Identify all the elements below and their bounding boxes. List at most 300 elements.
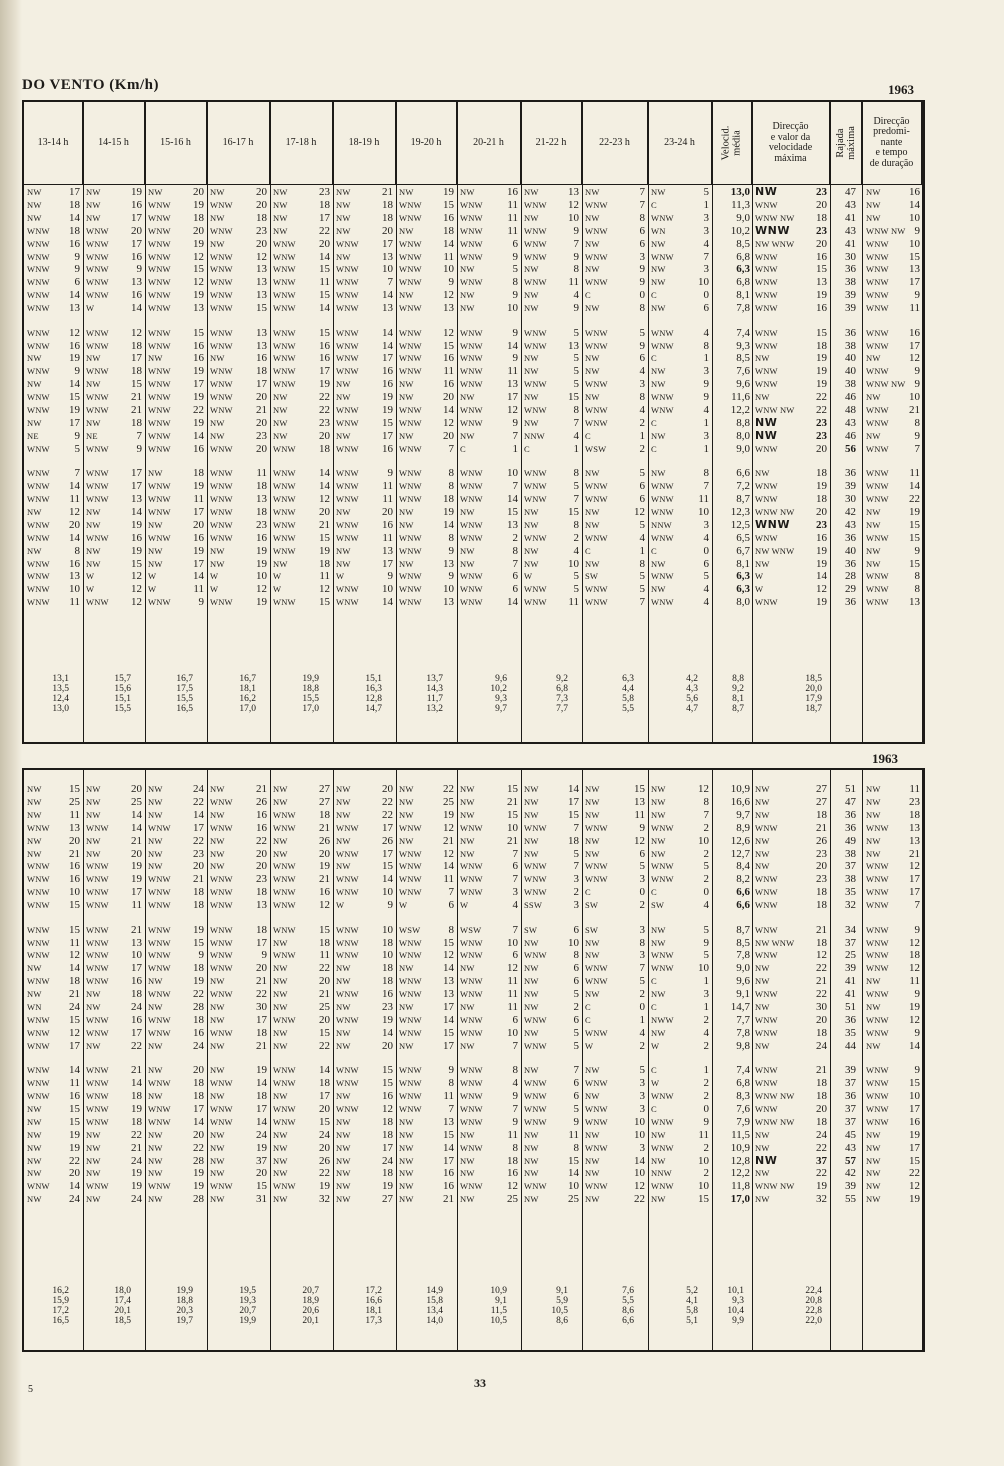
wind-speed: 11 xyxy=(193,583,204,596)
mean-speed: 7,6 xyxy=(736,1102,750,1115)
wind-direction: NW xyxy=(585,1129,600,1140)
wind-speed: 22 xyxy=(382,795,393,808)
wind-direction: NW xyxy=(585,950,600,961)
wind-direction: WNW xyxy=(273,874,296,885)
wind-speed: 7 xyxy=(573,416,579,429)
wind-direction: W xyxy=(86,303,95,314)
wind-speed: 8 xyxy=(573,404,579,416)
max-gust: 41 xyxy=(845,975,856,988)
wind-direction: C xyxy=(651,887,657,898)
wind-direction: NW xyxy=(86,835,101,846)
wind-speed: 16 xyxy=(256,808,267,821)
wind-speed: 13 xyxy=(382,302,393,315)
predominant-duration: 15 xyxy=(909,250,920,263)
average-value: 16,7 xyxy=(176,674,193,684)
wind-direction: NW xyxy=(460,1040,475,1051)
wind-direction: NW xyxy=(273,558,288,569)
max-speed: 30 xyxy=(816,1001,827,1013)
wind-speed: 11 xyxy=(382,493,393,506)
wind-speed: 1 xyxy=(703,416,709,429)
average-value: 20,7 xyxy=(302,1286,319,1296)
wind-direction: WNW xyxy=(148,251,171,262)
wind-direction: NW xyxy=(273,1027,288,1038)
wind-speed: 5 xyxy=(639,1064,645,1077)
table-row xyxy=(24,378,922,390)
mean-speed: 7,6 xyxy=(736,365,750,378)
wind-direction: NW xyxy=(86,809,101,820)
wind-speed: 10 xyxy=(634,1115,645,1128)
wind-speed: 19 xyxy=(69,1141,80,1154)
wind-direction: NNW xyxy=(524,430,545,441)
predominant-duration: 11 xyxy=(909,783,920,795)
wind-speed: 8 xyxy=(703,467,709,480)
max-speed: 16 xyxy=(816,302,827,315)
wind-speed: 15 xyxy=(634,783,645,795)
wind-speed: 21 xyxy=(319,518,330,531)
wind-direction: WNW xyxy=(399,264,422,275)
wind-direction: WNW xyxy=(148,238,171,249)
wind-speed: 21 xyxy=(131,834,142,847)
wind-speed: 12 xyxy=(507,404,518,416)
wind-direction: WNW xyxy=(399,584,422,595)
wind-direction: WNW xyxy=(273,327,296,338)
wind-speed: 14 xyxy=(69,289,80,302)
wind-speed: 13 xyxy=(69,821,80,834)
wind-speed: 20 xyxy=(131,847,142,860)
wind-speed: 8 xyxy=(639,211,645,224)
wind-direction: C xyxy=(651,1103,657,1114)
wind-direction: WNW xyxy=(524,481,547,492)
monthly-average-column xyxy=(708,1286,744,1326)
wind-speed: 6 xyxy=(573,1077,579,1090)
wind-speed: 12 xyxy=(69,949,80,962)
wind-direction: NW xyxy=(27,989,42,1000)
average-value: 8,1 xyxy=(732,694,744,704)
wind-speed: 6 xyxy=(639,847,645,860)
wind-direction: NW xyxy=(585,1065,600,1076)
wind-speed: 37 xyxy=(256,1154,267,1167)
wind-direction: WNW xyxy=(210,327,233,338)
wind-direction: WNW xyxy=(86,822,109,833)
wind-speed: 12 xyxy=(256,583,267,596)
predominant-direction: WNW xyxy=(866,340,889,351)
max-gust: 25 xyxy=(845,949,856,962)
predominant-duration: 12 xyxy=(909,936,920,949)
table-row xyxy=(24,276,922,288)
average-value: 16,5 xyxy=(176,704,193,714)
wind-speed: 9 xyxy=(573,302,579,315)
wind-direction: WNW xyxy=(460,1116,483,1127)
wind-direction: NW xyxy=(524,545,539,556)
wind-direction: WNW xyxy=(524,597,547,608)
wind-speed: 8 xyxy=(639,936,645,949)
wind-direction: NW xyxy=(651,264,666,275)
table-row xyxy=(24,327,922,339)
wind-direction: WNW xyxy=(651,1091,674,1102)
wind-direction: WNW xyxy=(399,571,422,582)
max-gust: 36 xyxy=(845,596,856,609)
wind-direction: WNW xyxy=(336,366,359,377)
wind-direction: NW xyxy=(524,1142,539,1153)
wind-speed: 11 xyxy=(382,480,393,493)
wind-speed: 14 xyxy=(319,250,330,263)
wind-direction: NW xyxy=(210,1091,225,1102)
predominant-duration: 9 xyxy=(914,544,920,557)
wind-direction: NW xyxy=(210,861,225,872)
wind-direction: NW xyxy=(651,558,666,569)
wind-speed: 2 xyxy=(703,821,709,834)
wind-speed: 13 xyxy=(256,493,267,506)
mean-speed: 6,6 xyxy=(736,899,750,912)
wind-direction: WNW xyxy=(460,366,483,377)
wind-direction: WNW xyxy=(273,1065,296,1076)
wind-direction: WNW xyxy=(86,290,109,301)
wind-speed: 3 xyxy=(639,873,645,886)
max-direction: WNW NW xyxy=(755,405,795,415)
wind-speed: 20 xyxy=(319,429,330,442)
wind-speed: 20 xyxy=(256,1167,267,1180)
wind-direction: WNW xyxy=(148,1181,171,1192)
wind-speed: 17 xyxy=(131,962,142,975)
wind-direction: NW xyxy=(524,417,539,428)
wind-direction: WNW xyxy=(585,1181,608,1192)
wind-speed: 11 xyxy=(507,224,518,237)
wind-direction: NW xyxy=(86,784,101,794)
average-value: 20,1 xyxy=(114,1306,131,1316)
wind-speed: 18 xyxy=(69,224,80,237)
predominant-direction: WNW NW xyxy=(866,379,906,390)
predominant-duration: 10 xyxy=(909,1090,920,1103)
wind-speed: 20 xyxy=(256,962,267,975)
wind-speed: 0 xyxy=(703,1102,709,1115)
column-header xyxy=(712,102,752,184)
predominant-duration: 12 xyxy=(909,1013,920,1026)
wind-direction: WNW xyxy=(210,468,233,479)
mean-speed: 6,5 xyxy=(736,531,750,544)
predominant-duration: 15 xyxy=(909,531,920,544)
wind-speed: 21 xyxy=(69,988,80,1001)
wind-speed: 6 xyxy=(512,1013,518,1026)
table-row xyxy=(24,988,922,1000)
max-gust: 41 xyxy=(845,237,856,250)
max-speed: 27 xyxy=(816,783,827,795)
wind-direction: NW xyxy=(651,187,666,197)
wind-direction: WNW xyxy=(86,924,109,935)
predominant-direction: WNW xyxy=(866,937,889,948)
wind-speed: 20 xyxy=(319,505,330,518)
wind-direction: WNW xyxy=(460,212,483,223)
year-top: 1963 xyxy=(888,82,914,97)
wind-direction: W xyxy=(273,584,282,595)
wind-direction: WNW xyxy=(86,340,109,351)
wind-speed: 24 xyxy=(131,1001,142,1013)
wind-direction: WNW xyxy=(336,519,359,530)
wind-speed: 5 xyxy=(703,186,709,198)
average-value: 13,1 xyxy=(52,674,69,684)
wind-speed: 7 xyxy=(512,1039,518,1052)
max-direction: NW xyxy=(755,558,770,569)
wind-direction: WNW xyxy=(148,887,171,898)
wind-direction: NW xyxy=(524,187,539,197)
average-value: 13,4 xyxy=(426,1306,443,1316)
wind-direction: NW xyxy=(148,1002,163,1012)
wind-speed: 12 xyxy=(443,847,454,860)
wind-direction: WNW xyxy=(524,494,547,505)
max-direction: WNW xyxy=(755,264,778,275)
wind-speed: 20 xyxy=(193,186,204,198)
wind-speed: 18 xyxy=(319,557,330,570)
wind-speed: 4 xyxy=(639,365,645,378)
wind-speed: 18 xyxy=(319,198,330,211)
wind-speed: 1 xyxy=(512,442,518,455)
wind-direction: WNW xyxy=(86,264,109,275)
average-value: 6,3 xyxy=(622,674,634,684)
wind-direction: WNW xyxy=(460,1103,483,1114)
wind-speed: 13 xyxy=(69,302,80,315)
max-gust: 39 xyxy=(845,480,856,493)
average-value: 5,6 xyxy=(686,694,698,704)
wind-direction: NW xyxy=(86,545,101,556)
wind-direction: NW xyxy=(399,1194,414,1205)
average-value: 15,1 xyxy=(365,674,382,684)
max-gust: 49 xyxy=(845,834,856,847)
wind-speed: 3 xyxy=(512,886,518,899)
wind-direction: NW xyxy=(273,848,288,859)
average-value: 15,5 xyxy=(176,694,193,704)
predominant-duration: 12 xyxy=(909,1180,920,1193)
wind-speed: 10 xyxy=(634,1167,645,1180)
predominant-direction: WNW xyxy=(866,481,889,492)
wind-speed: 16 xyxy=(319,886,330,899)
predominant-duration: 16 xyxy=(909,1115,920,1128)
wind-speed: 19 xyxy=(382,1180,393,1193)
wind-direction: NW xyxy=(273,405,288,415)
max-speed: 27 xyxy=(816,795,827,808)
average-value: 13,0 xyxy=(52,704,69,714)
max-gust: 41 xyxy=(845,211,856,224)
wind-speed: 13 xyxy=(634,795,645,808)
wind-direction: WNW xyxy=(86,597,109,608)
max-speed: 18 xyxy=(816,467,827,480)
wind-speed: 12 xyxy=(131,326,142,339)
wind-speed: 1 xyxy=(573,442,579,455)
wind-direction: WNW xyxy=(86,874,109,885)
mean-speed: 8,7 xyxy=(736,923,750,936)
wind-speed: 16 xyxy=(382,518,393,531)
mean-speed: 12,3 xyxy=(730,505,750,518)
column-header-label: 16-17 h xyxy=(222,136,254,148)
wind-direction: WNW xyxy=(651,874,674,885)
wind-speed: 6 xyxy=(573,1013,579,1026)
wind-direction: W xyxy=(148,571,157,582)
wind-direction: NW xyxy=(460,1155,475,1166)
wind-speed: 15 xyxy=(382,416,393,429)
predominant-duration: 15 xyxy=(909,518,920,531)
wind-speed: 19 xyxy=(443,186,454,198)
wind-direction: WNW xyxy=(148,963,171,974)
predominant-duration: 9 xyxy=(914,923,920,936)
average-value: 20,1 xyxy=(302,1316,319,1326)
max-speed: 23 xyxy=(816,518,827,531)
wind-direction: WNW xyxy=(651,405,674,415)
wind-direction: NW xyxy=(86,796,101,807)
column-header xyxy=(83,102,145,184)
wind-direction: WNW xyxy=(336,989,359,1000)
wind-speed: 10 xyxy=(443,263,454,276)
wind-direction: WNW xyxy=(524,1040,547,1051)
wind-speed: 9 xyxy=(703,1115,709,1128)
wind-speed: 19 xyxy=(193,198,204,211)
monthly-average-column xyxy=(153,674,193,714)
wind-direction: WNW xyxy=(210,1103,233,1114)
wind-speed: 7 xyxy=(639,198,645,211)
wind-direction: NW xyxy=(336,809,351,820)
wind-speed: 4 xyxy=(573,544,579,557)
wind-direction: NW xyxy=(148,1142,163,1153)
wind-direction: NW xyxy=(336,1142,351,1153)
wind-direction: NW xyxy=(524,989,539,1000)
wind-speed: 3 xyxy=(639,1077,645,1090)
wind-speed: 9 xyxy=(703,391,709,404)
wind-speed: 15 xyxy=(69,783,80,795)
wind-speed: 32 xyxy=(319,1193,330,1206)
max-direction: NW xyxy=(755,963,770,974)
predominant-duration: 18 xyxy=(909,808,920,821)
wind-speed: 2 xyxy=(639,899,645,912)
wind-direction: WNW xyxy=(651,597,674,608)
wind-direction: WNW xyxy=(399,443,422,454)
wind-speed: 5 xyxy=(639,975,645,988)
wind-direction: NW xyxy=(27,199,42,210)
wind-direction: WNW xyxy=(399,874,422,885)
average-value: 20,0 xyxy=(805,684,822,694)
wind-speed: 3 xyxy=(639,923,645,936)
column-header-label: Direcção predomi- nante e tempo de duração xyxy=(869,115,914,169)
wind-direction: WNW xyxy=(27,1014,50,1025)
wind-direction: WNW xyxy=(460,251,483,262)
predominant-direction: WNW xyxy=(866,963,889,974)
average-value: 4,4 xyxy=(622,684,634,694)
table-row xyxy=(24,467,922,479)
predominant-duration: 19 xyxy=(909,1001,920,1013)
wind-speed: 7 xyxy=(512,1102,518,1115)
wind-speed: 28 xyxy=(193,1001,204,1013)
wind-direction: NW xyxy=(148,1065,163,1076)
wind-direction: NW xyxy=(585,468,600,479)
table-row xyxy=(24,1090,922,1102)
wind-speed: 17 xyxy=(256,936,267,949)
wind-direction: WNW xyxy=(524,225,547,236)
wind-direction: WNW xyxy=(273,353,296,364)
mean-speed: 9,0 xyxy=(736,211,750,224)
wind-direction: WNW xyxy=(651,494,674,505)
wind-speed: 17 xyxy=(193,821,204,834)
wind-speed: 16 xyxy=(256,531,267,544)
average-value: 14,3 xyxy=(426,684,443,694)
wind-speed: 15 xyxy=(319,263,330,276)
predominant-duration: 15 xyxy=(909,557,920,570)
wind-direction: WNW xyxy=(86,900,109,911)
wind-direction: NW xyxy=(336,1116,351,1127)
max-direction: WNW xyxy=(755,340,778,351)
wind-speed: 13 xyxy=(568,186,579,198)
max-gust: 40 xyxy=(845,365,856,378)
wind-speed: 15 xyxy=(319,923,330,936)
average-value: 18,1 xyxy=(239,684,256,694)
wind-direction: WNW xyxy=(273,1181,296,1192)
wind-direction: C xyxy=(651,1065,657,1076)
wind-speed: 13 xyxy=(131,493,142,506)
wind-speed: 21 xyxy=(507,834,518,847)
predominant-direction: WNW xyxy=(866,1027,889,1038)
wind-direction: WNW xyxy=(210,874,233,885)
wind-speed: 20 xyxy=(319,1102,330,1115)
wind-speed: 18 xyxy=(69,198,80,211)
wind-speed: 6 xyxy=(74,276,80,289)
wind-direction: WNW xyxy=(210,494,233,505)
wind-speed: 16 xyxy=(382,1090,393,1103)
wind-direction: SSW xyxy=(524,900,543,911)
wind-direction: NW xyxy=(210,1002,225,1012)
average-value: 16,3 xyxy=(365,684,382,694)
predominant-direction: WNW xyxy=(866,251,889,262)
wind-direction: WNW xyxy=(651,212,674,223)
max-gust: 48 xyxy=(845,404,856,416)
wind-direction: WNW xyxy=(27,1065,50,1076)
wind-speed: 10 xyxy=(568,936,579,949)
wind-speed: 23 xyxy=(319,186,330,198)
table-row xyxy=(24,809,922,821)
max-speed: 18 xyxy=(816,211,827,224)
max-speed: 18 xyxy=(816,886,827,899)
wind-direction: WNW xyxy=(585,340,608,351)
average-value: 9,9 xyxy=(732,1316,744,1326)
wind-direction: WNW xyxy=(651,481,674,492)
mean-speed: 8,2 xyxy=(736,873,750,886)
predominant-direction: NW xyxy=(866,430,881,441)
wind-direction: WNW xyxy=(148,199,171,210)
wind-speed: 19 xyxy=(382,404,393,416)
wind-speed: 7 xyxy=(512,923,518,936)
wind-direction: WNW xyxy=(148,1027,171,1038)
wind-direction: C xyxy=(524,443,530,454)
wind-direction: WNW xyxy=(336,584,359,595)
max-speed: 37 xyxy=(816,1154,827,1167)
wind-direction: WNW xyxy=(148,225,171,236)
column-header xyxy=(145,102,207,184)
wind-direction: WNW xyxy=(210,532,233,543)
max-direction: WNW xyxy=(755,822,778,833)
wind-direction: NW xyxy=(86,1155,101,1166)
wind-speed: 14 xyxy=(193,808,204,821)
wind-direction: NW xyxy=(651,1155,666,1166)
max-gust: 39 xyxy=(845,289,856,302)
wind-speed: 23 xyxy=(256,224,267,237)
wind-speed: 7 xyxy=(387,276,393,289)
wind-speed: 18 xyxy=(382,1128,393,1141)
max-direction: W xyxy=(755,584,764,595)
mean-speed: 7,4 xyxy=(736,326,750,339)
wind-direction: NW xyxy=(460,558,475,569)
wind-direction: WNW xyxy=(86,468,109,479)
max-gust: 43 xyxy=(845,518,856,531)
wind-speed: 11 xyxy=(507,988,518,1001)
wind-direction: W xyxy=(399,900,408,911)
wind-direction: WNW xyxy=(336,1014,359,1025)
max-direction: WNW NW xyxy=(755,212,795,223)
wind-speed: 18 xyxy=(193,962,204,975)
wind-direction: NW xyxy=(86,506,101,517)
